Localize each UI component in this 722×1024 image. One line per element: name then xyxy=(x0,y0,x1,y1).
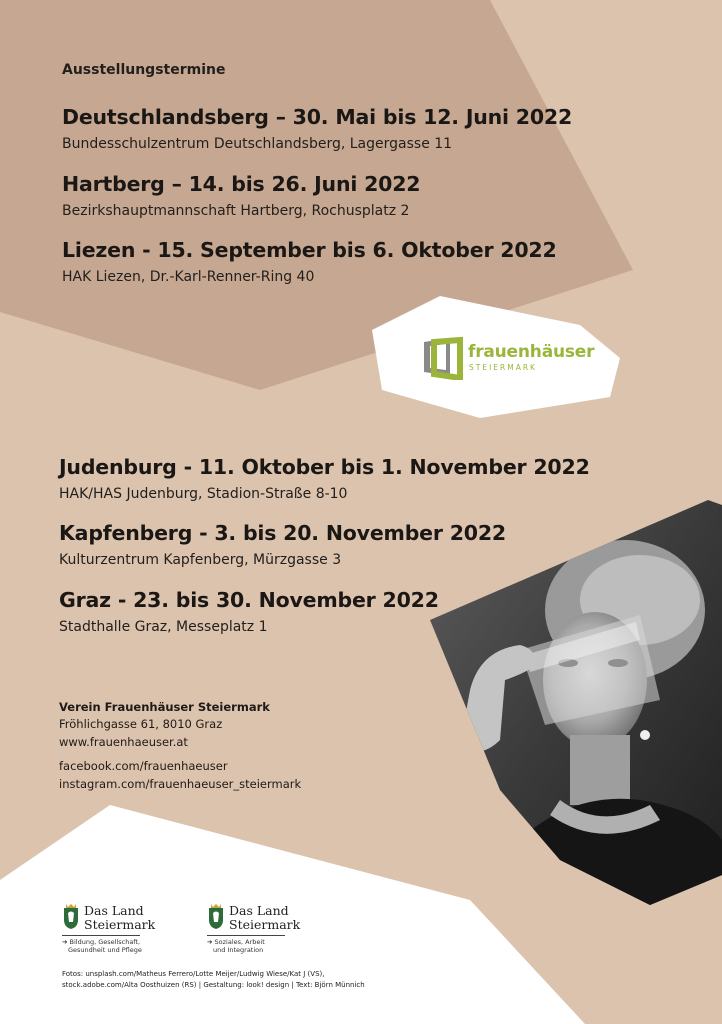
event-title-liezen: Liezen - 15. September bis 6. Oktober 2022 xyxy=(62,238,557,262)
event-title-graz: Graz - 23. bis 30. November 2022 xyxy=(59,588,439,612)
instagram-link[interactable]: instagram.com/frauenhaeuser_steiermark xyxy=(59,777,302,791)
coat-of-arms-icon xyxy=(62,904,80,930)
sponsor-title-line2: Steiermark xyxy=(229,917,301,932)
event-venue-hartberg: Bezirkshauptmannschaft Hartberg, Rochusplatz 2 xyxy=(62,203,410,219)
event-venue-judenburg: HAK/HAS Judenburg, Stadion-Straße 8-10 xyxy=(59,486,348,502)
sponsor-subtitle-line1: ➔ Soziales, Arbeit xyxy=(207,938,265,946)
sponsor-title-line1: Das Land xyxy=(84,903,144,918)
sponsor-title-line1: Das Land xyxy=(229,903,289,918)
event-venue-kapfenberg: Kulturzentrum Kapfenberg, Mürzgasse 3 xyxy=(59,552,342,568)
event-title-kapfenberg: Kapfenberg - 3. bis 20. November 2022 xyxy=(59,521,506,545)
organization-name: Verein Frauenhäuser Steiermark xyxy=(59,700,270,714)
organization-website-link[interactable]: www.frauenhaeuser.at xyxy=(59,735,188,749)
logo-name: frauenhäuser xyxy=(468,342,595,362)
frame-logo-icon xyxy=(420,336,464,380)
event-title-judenburg: Judenburg - 11. Oktober bis 1. November 2022 xyxy=(59,455,590,479)
event-title-deutschlandsberg: Deutschlandsberg – 30. Mai bis 12. Juni 2022 xyxy=(62,105,573,129)
frauenhaeuser-logo xyxy=(420,336,595,380)
event-title-hartberg: Hartberg – 14. bis 26. Juni 2022 xyxy=(62,172,421,196)
event-venue-liezen: HAK Liezen, Dr.-Karl-Renner-Ring 40 xyxy=(62,269,315,285)
event-venue-graz: Stadthalle Graz, Messeplatz 1 xyxy=(59,619,268,635)
logo-subtitle: STEIERMARK xyxy=(469,363,537,372)
facebook-link[interactable]: facebook.com/frauenhaeuser xyxy=(59,759,228,773)
organization-address: Fröhlichgasse 61, 8010 Graz xyxy=(59,717,223,731)
woman-with-mirror-photo xyxy=(420,495,722,915)
event-venue-deutschlandsberg: Bundesschulzentrum Deutschlandsberg, Lagergasse 11 xyxy=(62,136,453,152)
photo-credits-line1: Fotos: unsplash.com/Matheus Ferrero/Lotte Meijer/Ludwig Wiese/Kat J (VS), xyxy=(62,970,325,978)
photo-credits-line2: stock.adobe.com/Alta Oosthuizen (RS) | Gestaltung: look! design | Text: Björn Münnich xyxy=(62,981,365,989)
sponsor-title-line2: Steiermark xyxy=(84,917,156,932)
sponsor-logo-soziales xyxy=(207,904,317,960)
sponsor-divider xyxy=(207,935,285,936)
section-heading: Ausstellungstermine xyxy=(62,62,226,78)
sponsor-subtitle-line1: ➔ Bildung, Gesellschaft, xyxy=(62,938,141,946)
sponsor-subtitle-line2: Gesundheit und Pflege xyxy=(68,946,142,954)
sponsor-subtitle-line2: und Integration xyxy=(213,946,264,954)
sponsor-logo-bildung xyxy=(62,904,172,960)
coat-of-arms-icon xyxy=(207,904,225,930)
sponsor-divider xyxy=(62,935,140,936)
